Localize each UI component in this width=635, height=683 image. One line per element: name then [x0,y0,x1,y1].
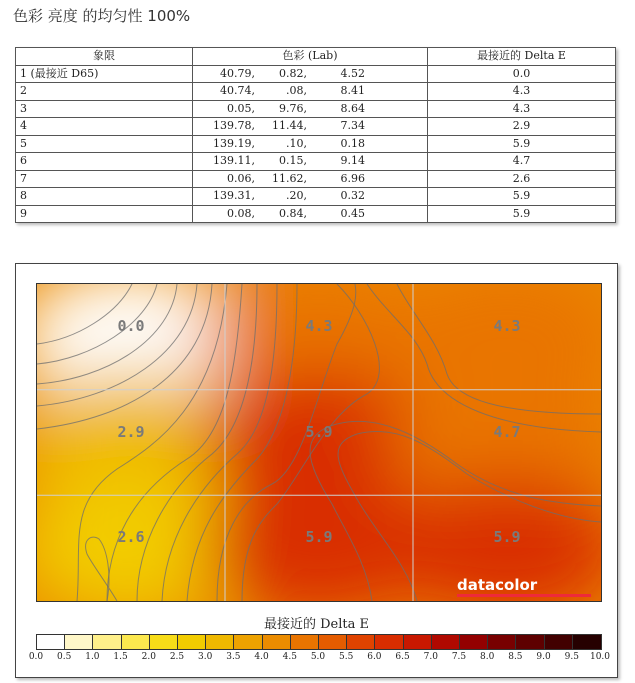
colorbar-swatch [432,635,460,649]
colorbar-tick-label: 1.0 [85,652,100,662]
delta-e-label-q1: 0.0 [117,317,145,335]
colorbar [36,634,602,650]
uniformity-figure [15,263,618,678]
table-row [16,118,616,136]
lab-b: 4.52 [340,66,365,80]
quadrant-cell: 6 [16,153,193,171]
delta-e-label-q9: 5.9 [493,528,521,546]
quadrant-cell: 8 [16,188,193,206]
lab-a: .20, [286,189,307,203]
colorbar-tick-label: 6.5 [395,652,410,662]
colorbar-tick-label: 6.0 [367,652,382,662]
colorbar-swatch [516,635,544,649]
lab-cell [193,83,428,101]
colorbar-tick-label: 10.0 [589,652,611,662]
delta-e-cell: 4.3 [428,83,616,101]
colorbar-swatch [150,635,178,649]
colorbar-tick-label: 8.0 [480,652,495,662]
header-quadrant: 象限 [16,48,193,66]
delta-e-cell: 5.9 [428,188,616,206]
lab-a: 11.44, [272,119,307,133]
delta-e-cell: 5.9 [428,135,616,153]
lab-cell [193,205,428,223]
table-row [16,170,616,188]
delta-e-label-q8: 5.9 [305,528,333,546]
colorbar-swatch [93,635,121,649]
delta-e-label-q7: 2.6 [117,528,145,546]
table-row [16,153,616,171]
colorbar-tick-label: 3.5 [226,652,241,662]
lab-a: 9.76, [279,101,307,115]
colorbar-swatch [122,635,150,649]
lab-l: 0.06, [227,171,255,185]
colorbar-tick-label: 1.5 [113,652,128,662]
lab-l: 0.05, [227,101,255,115]
colorbar-swatch [234,635,262,649]
delta-e-label-q2: 4.3 [305,317,333,335]
colorbar-swatch [291,635,319,649]
header-lab: 色彩 (Lab) [193,48,428,66]
quadrant-cell: 2 [16,83,193,101]
lab-a: .08, [286,84,307,98]
table-header-row [16,48,616,66]
colorbar-swatch [347,635,375,649]
colorbar-tick-label: 2.5 [169,652,185,662]
heatmap-plot [36,283,602,602]
delta-e-label-q5: 5.9 [305,423,333,441]
lab-table [15,47,616,223]
lab-l: 139.11, [213,154,255,168]
colorbar-tick-label: 3.0 [198,652,213,662]
colorbar-tick-label: 5.5 [339,652,354,662]
colorbar-swatch [460,635,488,649]
lab-cell [193,100,428,118]
lab-l: 40.79, [220,66,255,80]
table-row [16,83,616,101]
colorbar-tick-label: 4.0 [254,652,269,662]
quadrant-cell: 4 [16,118,193,136]
colorbar-tick-label: 4.5 [282,652,297,662]
colorbar-tick-label: 8.5 [508,652,523,662]
header-delta-e: 最接近的 Delta E [428,48,616,66]
lab-l: 139.31, [213,189,255,203]
lab-cell [193,65,428,83]
colorbar-title: 最接近的 Delta E [263,617,369,632]
delta-e-cell: 2.6 [428,170,616,188]
colorbar-swatch [488,635,516,649]
lab-cell [193,118,428,136]
lab-b: 9.14 [340,154,365,168]
lab-b: 8.64 [340,101,365,115]
colorbar-tick-label: 7.5 [451,652,467,662]
datacolor-logo: datacolor [457,576,538,594]
colorbar-swatch [545,635,573,649]
datacolor-logo-bar [457,594,591,597]
lab-a: .10, [286,136,307,150]
lab-a: 0.15, [279,154,307,168]
colorbar-tick-label: 0.0 [28,652,44,662]
quadrant-cell: 7 [16,170,193,188]
delta-e-label-q3: 4.3 [493,317,521,335]
quadrant-cell: 9 [16,205,193,223]
colorbar-tick-label: 5.0 [310,652,326,662]
colorbar-tick-label: 9.5 [564,652,579,662]
colorbar-swatch [37,635,65,649]
lab-b: 0.45 [340,206,365,220]
colorbar-swatch [263,635,291,649]
lab-cell [193,135,428,153]
quadrant-cell: 1 (最接近 D65) [16,65,193,83]
lab-b: 0.32 [340,189,365,203]
quadrant-cell: 5 [16,135,193,153]
lab-b: 0.18 [340,136,365,150]
colorbar-swatch [404,635,432,649]
delta-e-label-q4: 2.9 [117,423,145,441]
delta-e-cell: 4.3 [428,100,616,118]
lab-a: 0.84, [279,206,307,220]
colorbar-swatch [206,635,234,649]
colorbar-tick-label: 9.0 [536,652,551,662]
colorbar-swatch [375,635,403,649]
lab-cell [193,188,428,206]
colorbar-tick-label: 0.5 [57,652,72,662]
lab-b: 8.41 [340,84,365,98]
lab-cell [193,153,428,171]
lab-l: 0.08, [227,206,255,220]
delta-e-cell: 5.9 [428,205,616,223]
colorbar-swatch [319,635,347,649]
page-title: 色彩 亮度 的均匀性 100% [13,7,191,25]
delta-e-cell: 2.9 [428,118,616,136]
table-row [16,205,616,223]
delta-e-cell: 0.0 [428,65,616,83]
table-row [16,135,616,153]
quadrant-cell: 3 [16,100,193,118]
colorbar-swatch [65,635,93,649]
table-row [16,188,616,206]
lab-b: 7.34 [340,119,365,133]
colorbar-swatch [178,635,206,649]
lab-a: 11.62, [272,171,307,185]
colorbar-swatch [573,635,601,649]
colorbar-tick-label: 2.0 [141,652,156,662]
delta-e-label-q6: 4.7 [493,423,521,441]
lab-cell [193,170,428,188]
lab-l: 40.74, [220,84,255,98]
lab-l: 139.78, [213,119,255,133]
table-row [16,65,616,83]
lab-l: 139.19, [213,136,255,150]
lab-b: 6.96 [340,171,365,185]
colorbar-tick-label: 7.0 [423,652,438,662]
table-row [16,100,616,118]
lab-a: 0.82, [279,66,307,80]
delta-e-cell: 4.7 [428,153,616,171]
